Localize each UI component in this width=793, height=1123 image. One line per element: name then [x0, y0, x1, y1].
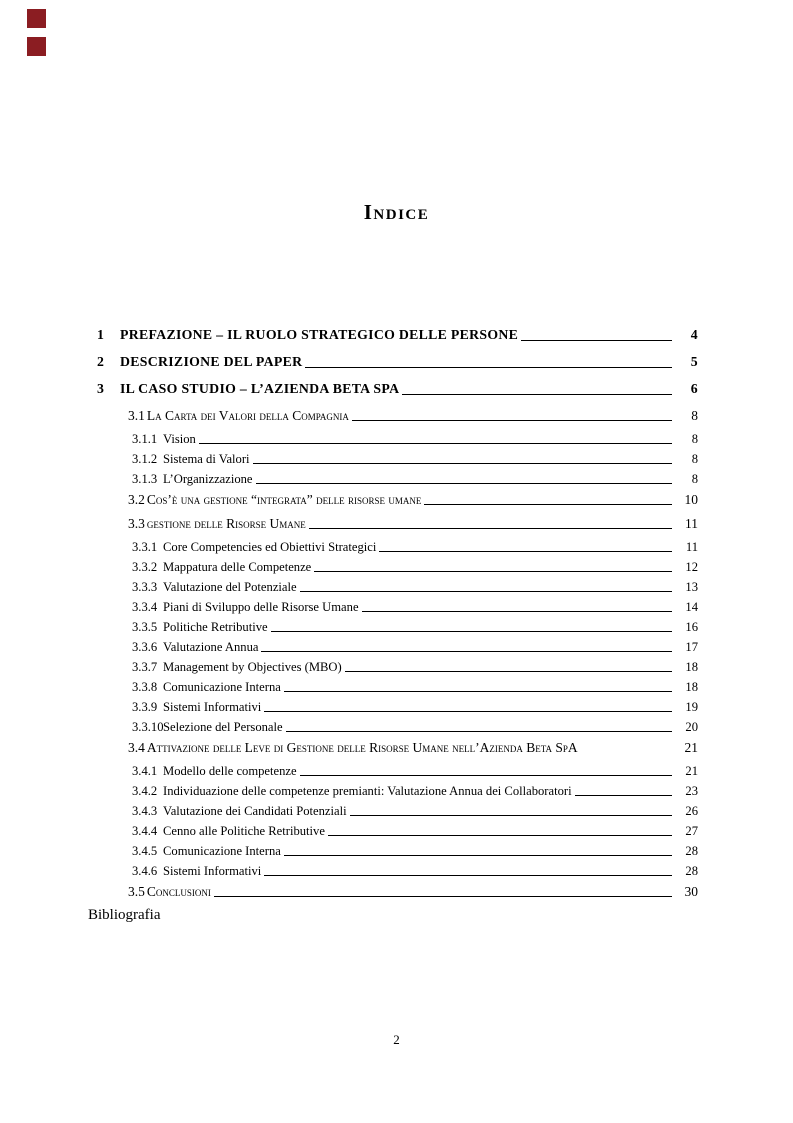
- toc-entry-label: Core Competencies ed Obiettivi Strategici: [163, 540, 377, 554]
- toc-entry-label: PREFAZIONE – IL RUOLO STRATEGICO DELLE PERSONE: [120, 327, 519, 342]
- toc-entry-number: 3.3.8: [132, 680, 158, 694]
- toc-entry: [97, 660, 698, 675]
- toc-leader-line: [284, 855, 672, 856]
- toc-entry-page: 19: [685, 700, 698, 714]
- toc-leader-line: [256, 483, 672, 484]
- toc-entry: [97, 432, 698, 447]
- toc-entry-page: 17: [685, 640, 698, 654]
- corner-marker-bottom: [27, 37, 46, 56]
- toc-entry: [97, 804, 698, 819]
- toc-entry-label: Individuazione delle competenze premianti: Valutazione Annua dei Collaboratori: [163, 784, 572, 798]
- toc-entry-page: 13: [685, 580, 698, 594]
- toc-entry-number: 2: [97, 354, 105, 369]
- toc-entry-number: 3.4: [128, 740, 145, 755]
- toc-entry-page: 12: [685, 560, 698, 574]
- toc-entry: [97, 472, 698, 487]
- toc-entry-label: Cos’è una gestione “integrata” delle risorse umane: [146, 492, 422, 507]
- toc-entry: [97, 680, 698, 695]
- toc-leader-line: [350, 815, 672, 816]
- toc-leader-line: [300, 591, 672, 592]
- toc-entry-page: 21: [684, 740, 698, 755]
- toc-entry-page: 30: [684, 884, 698, 899]
- toc-entry-label: Politiche Retributive: [163, 620, 268, 634]
- toc-entry-page: 4: [690, 327, 698, 342]
- toc-entry-page: 6: [690, 381, 698, 396]
- toc-entry-number: 3.1: [128, 408, 145, 423]
- toc-entry-page: 8: [691, 452, 698, 466]
- toc-entry-number: 3.4.1: [132, 764, 158, 778]
- toc-entry-label: gestione delle Risorse Umane: [146, 516, 306, 531]
- toc-entry-label: Vision: [163, 432, 196, 446]
- toc-list: [88, 327, 698, 924]
- toc-entry-number: 3.2: [128, 492, 145, 507]
- toc-entry: [97, 600, 698, 615]
- toc-leader-line: [575, 795, 672, 796]
- page-number-footer: 2: [393, 1032, 400, 1047]
- toc-entry-number: 3.3.4: [132, 600, 158, 614]
- toc-entry-number: 3.4.6: [132, 864, 158, 878]
- toc-entry: [97, 864, 698, 879]
- bibliography-label: Bibliografia: [88, 907, 161, 923]
- toc-entry-number: 3.1.1: [132, 432, 158, 446]
- toc-entry-label: Conclusioni: [146, 884, 211, 899]
- toc-entry-number: 3.5: [128, 884, 145, 899]
- toc-entry-page: 27: [685, 824, 698, 838]
- toc-entry: [97, 720, 698, 735]
- toc-entry-number: 3.3.2: [132, 560, 158, 574]
- toc-entry-label: Modello delle competenze: [163, 764, 297, 778]
- toc-leader-line: [261, 651, 672, 652]
- toc-entry-label: DESCRIZIONE DEL PAPER: [120, 354, 303, 369]
- toc-entry-number: 3.4.2: [132, 784, 158, 798]
- toc-entry-page: 23: [685, 784, 698, 798]
- toc-entry-page: 28: [685, 844, 698, 858]
- toc-entry: [97, 844, 698, 859]
- toc-entry: [97, 327, 698, 343]
- corner-marker-top: [27, 9, 46, 28]
- toc-leader-line: [521, 340, 672, 341]
- toc-entry: [97, 492, 698, 508]
- toc-entry: [97, 700, 698, 715]
- toc-entry-label: Selezione del Personale: [163, 720, 283, 734]
- toc-entry-number: 1: [97, 327, 105, 342]
- toc-entry-label: Cenno alle Politiche Retributive: [163, 824, 325, 838]
- toc-leader-line: [199, 443, 672, 444]
- toc-entry: [97, 540, 698, 555]
- toc-entry: [97, 620, 698, 635]
- toc-leader-line: [345, 671, 672, 672]
- toc-leader-line: [300, 775, 672, 776]
- toc-entry-page: 18: [685, 660, 698, 674]
- toc-entry-page: 8: [691, 408, 698, 423]
- toc-leader-line: [284, 691, 672, 692]
- toc-leader-line: [214, 896, 672, 897]
- toc-leader-line: [379, 551, 672, 552]
- toc-entry-label: Sistemi Informativi: [163, 700, 262, 714]
- toc-entry: [97, 516, 698, 532]
- toc-entry-label: Comunicazione Interna: [163, 844, 281, 858]
- toc-entry-number: 3.3.10: [132, 720, 164, 734]
- toc-entry-page: 5: [690, 354, 698, 369]
- toc-entry-number: 3.4.3: [132, 804, 158, 818]
- toc-entry-label: La Carta dei Valori della Compagnia: [146, 408, 349, 423]
- toc-entry: [97, 452, 698, 467]
- toc-entry-number: 3: [97, 381, 105, 396]
- toc-entry-number: 3.1.3: [132, 472, 158, 486]
- toc-entry-page: 14: [685, 600, 698, 614]
- toc-entry-label: Valutazione dei Candidati Potenziali: [163, 804, 347, 818]
- toc-entry-number: 3.3.3: [132, 580, 158, 594]
- toc-entry-label: Management by Objectives (MBO): [163, 660, 342, 674]
- toc-entry: [97, 408, 698, 424]
- toc-leader-line: [253, 463, 672, 464]
- toc-entry-label: Attivazione delle Leve di Gestione delle Risorse Umane nell’Azienda Beta SpA: [146, 740, 578, 755]
- toc-entry-page: 21: [685, 764, 698, 778]
- toc-entry-label: Valutazione del Potenziale: [163, 580, 297, 594]
- toc-entry: [97, 764, 698, 779]
- toc-entry-page: 18: [685, 680, 698, 694]
- toc-entry-number: 3.3.6: [132, 640, 158, 654]
- toc-leader-line: [264, 875, 672, 876]
- toc-entry: [97, 740, 698, 756]
- toc-entry: [97, 560, 698, 575]
- toc-entry-number: 3.3: [128, 516, 145, 531]
- toc-leader-line: [264, 711, 672, 712]
- toc-entry-label: Mappatura delle Competenze: [163, 560, 312, 574]
- toc-entry-label: IL CASO STUDIO – L’AZIENDA BETA SPA: [120, 381, 400, 396]
- toc-entry-page: 16: [685, 620, 698, 634]
- toc-leader-line: [314, 571, 672, 572]
- toc-entry-number: 3.3.1: [132, 540, 158, 554]
- toc-entry-number: 3.3.5: [132, 620, 158, 634]
- toc-leader-line: [305, 367, 672, 368]
- toc-entry: [97, 580, 698, 595]
- toc-leader-line: [352, 420, 672, 421]
- toc-entry-page: 20: [685, 720, 698, 734]
- toc-entry-page: 11: [685, 516, 698, 531]
- toc-entry-label: Piani di Sviluppo delle Risorse Umane: [163, 600, 359, 614]
- toc-entry: [97, 884, 698, 900]
- toc-entry-page: 26: [685, 804, 698, 818]
- toc-leader-line: [362, 611, 672, 612]
- toc-leader-line: [424, 504, 672, 505]
- toc-leader-line: [402, 394, 672, 395]
- toc-leader-line: [309, 528, 672, 529]
- toc-entry-page: 10: [684, 492, 698, 507]
- toc-entry: [97, 354, 698, 370]
- toc-entry-page: 28: [685, 864, 698, 878]
- toc-entry-number: 3.3.9: [132, 700, 158, 714]
- toc-entry-label: Sistemi Informativi: [163, 864, 262, 878]
- toc-entry-label: L’Organizzazione: [163, 472, 253, 486]
- toc-entry-number: 3.4.4: [132, 824, 158, 838]
- toc-entry-page: 8: [691, 432, 698, 446]
- toc-entry-label: Valutazione Annua: [163, 640, 259, 654]
- toc-entry: [97, 824, 698, 839]
- toc-entry-number: 3.1.2: [132, 452, 158, 466]
- toc-leader-line: [271, 631, 672, 632]
- toc-entry: [97, 784, 698, 799]
- toc-entry-number: 3.4.5: [132, 844, 158, 858]
- toc-entry-number: 3.3.7: [132, 660, 158, 674]
- toc-leader-line: [286, 731, 672, 732]
- toc-entry-page: 11: [685, 540, 698, 554]
- toc-leader-line: [328, 835, 672, 836]
- toc-entry-page: 8: [691, 472, 698, 486]
- toc-title: Indice: [363, 200, 430, 224]
- toc-entry: [97, 640, 698, 655]
- toc-entry-label: Comunicazione Interna: [163, 680, 281, 694]
- toc-entry: [97, 381, 698, 397]
- toc-entry-label: Sistema di Valori: [163, 452, 250, 466]
